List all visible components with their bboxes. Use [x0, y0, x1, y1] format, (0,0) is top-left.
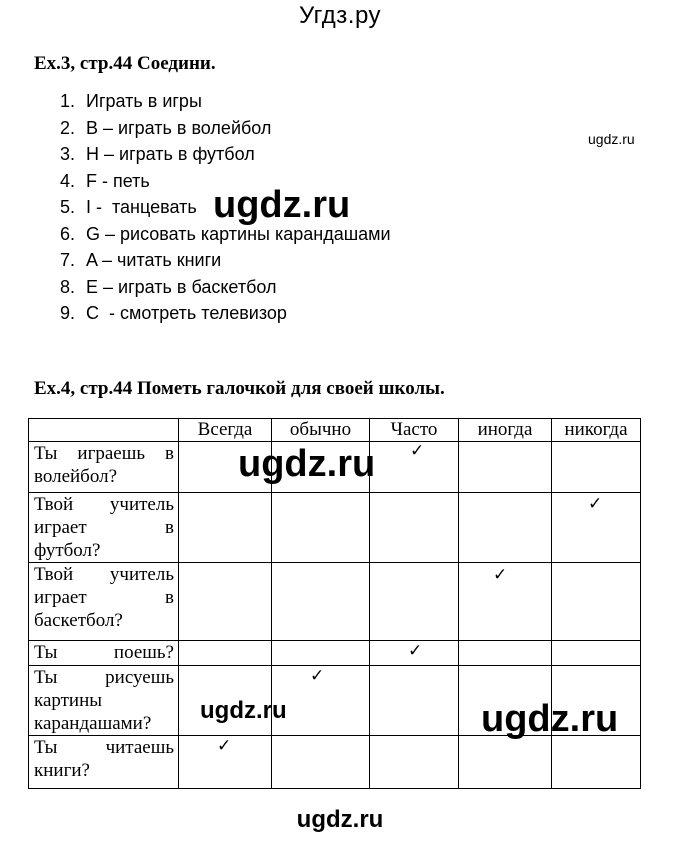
- row-question: [29, 736, 179, 789]
- item-number: 5.: [60, 197, 76, 217]
- table-cell: [370, 666, 459, 736]
- item-text: C - смотреть телевизор: [86, 303, 287, 323]
- list-item: [60, 115, 391, 142]
- table-cell: [179, 563, 272, 641]
- column-header-sometimes: иногда: [459, 419, 552, 442]
- question-line: Твой учитель: [34, 494, 174, 515]
- item-number: 6.: [60, 223, 76, 244]
- table-cell: [370, 563, 459, 641]
- item-text: F - петь: [86, 170, 150, 191]
- column-header-usually: обычно: [272, 419, 370, 442]
- item-text: E – играть в баскетбол: [86, 276, 277, 297]
- table-row: [29, 641, 641, 666]
- question-line: карандашами?: [34, 713, 152, 734]
- question-line: картины: [34, 690, 103, 711]
- question-line: Ты играешь в: [34, 443, 174, 464]
- question-line: книги?: [34, 760, 90, 781]
- table-cell: [370, 641, 459, 666]
- question-line: Ты поешь?: [34, 642, 174, 663]
- table-row: [29, 736, 641, 789]
- exercise-4-heading: Ex.4, стр.44 Пометь галочкой для своей школы.: [34, 378, 445, 399]
- table-cell: [459, 736, 552, 789]
- site-header: Угдз.ру: [298, 2, 382, 29]
- checkmark-icon: ✓: [493, 565, 508, 585]
- table-cell: [459, 563, 552, 641]
- watermark: ugdz.ru: [588, 131, 635, 147]
- site-footer: ugdz.ru: [296, 806, 384, 833]
- item-text: Играть в игры: [86, 91, 202, 111]
- row-question: [29, 666, 179, 736]
- question-line: Ты рисуешь: [34, 667, 174, 688]
- checkmark-icon: ✓: [217, 736, 232, 756]
- question-line: Ты читаешь: [34, 737, 174, 758]
- table-cell: [370, 493, 459, 563]
- table-cell: [272, 563, 370, 641]
- row-question: [29, 442, 179, 493]
- exercise-3-heading: Ex.3, стр.44 Соедини.: [34, 53, 216, 74]
- table-cell: [459, 493, 552, 563]
- table-cell: [179, 736, 272, 789]
- table-cell: [552, 493, 641, 563]
- table-cell: [179, 493, 272, 563]
- item-number: 7.: [60, 250, 76, 270]
- checkmark-icon: ✓: [588, 494, 603, 514]
- list-item: [60, 247, 391, 274]
- checkmark-icon: ✓: [408, 641, 423, 661]
- item-text: H – играть в футбол: [86, 144, 255, 164]
- table-cell: [552, 442, 641, 493]
- question-line: футбол?: [34, 540, 101, 561]
- row-question: [29, 641, 179, 666]
- row-question: [29, 563, 179, 641]
- table-cell: [552, 563, 641, 641]
- column-header-question: [29, 419, 179, 442]
- list-item: [60, 141, 391, 168]
- watermark: ugdz.ru: [200, 697, 287, 724]
- question-line: играет в: [34, 587, 174, 608]
- table-cell: [272, 641, 370, 666]
- item-text: G – рисовать картины карандашами: [86, 223, 391, 244]
- checkmark-icon: ✓: [410, 441, 425, 461]
- item-number: 3.: [60, 144, 76, 164]
- question-line: волейбол?: [34, 466, 118, 487]
- question-line: играет в: [34, 517, 174, 538]
- table-header-row: [29, 419, 641, 442]
- column-header-often: Часто: [370, 419, 459, 442]
- table-cell: [179, 641, 272, 666]
- list-item: [60, 300, 391, 327]
- watermark: ugdz.ru: [481, 698, 619, 740]
- question-line: Твой учитель: [34, 564, 174, 585]
- table-cell: [552, 736, 641, 789]
- item-text: B – играть в волейбол: [86, 117, 272, 138]
- table-row: [29, 493, 641, 563]
- item-number: 9.: [60, 303, 76, 323]
- table-cell: [459, 442, 552, 493]
- item-number: 8.: [60, 276, 76, 297]
- row-question: [29, 493, 179, 563]
- watermark: ugdz.ru: [238, 443, 376, 485]
- table-row: [29, 563, 641, 641]
- watermark: ugdz.ru: [213, 184, 351, 226]
- column-header-always: Всегда: [179, 419, 272, 442]
- table-cell: [370, 442, 459, 493]
- table-cell: [272, 493, 370, 563]
- item-number: 4.: [60, 170, 76, 191]
- table-cell: [552, 641, 641, 666]
- table-cell: [370, 736, 459, 789]
- column-header-never: никогда: [552, 419, 641, 442]
- list-item: [60, 274, 391, 301]
- item-number: 2.: [60, 117, 76, 138]
- table-cell: [272, 736, 370, 789]
- checkmark-icon: ✓: [310, 666, 325, 686]
- question-line: баскетбол?: [34, 610, 123, 631]
- item-text: A – читать книги: [86, 250, 222, 270]
- list-item: [60, 88, 391, 115]
- item-number: 1.: [60, 91, 76, 111]
- table-cell: [459, 641, 552, 666]
- item-text: I - танцевать: [86, 197, 197, 217]
